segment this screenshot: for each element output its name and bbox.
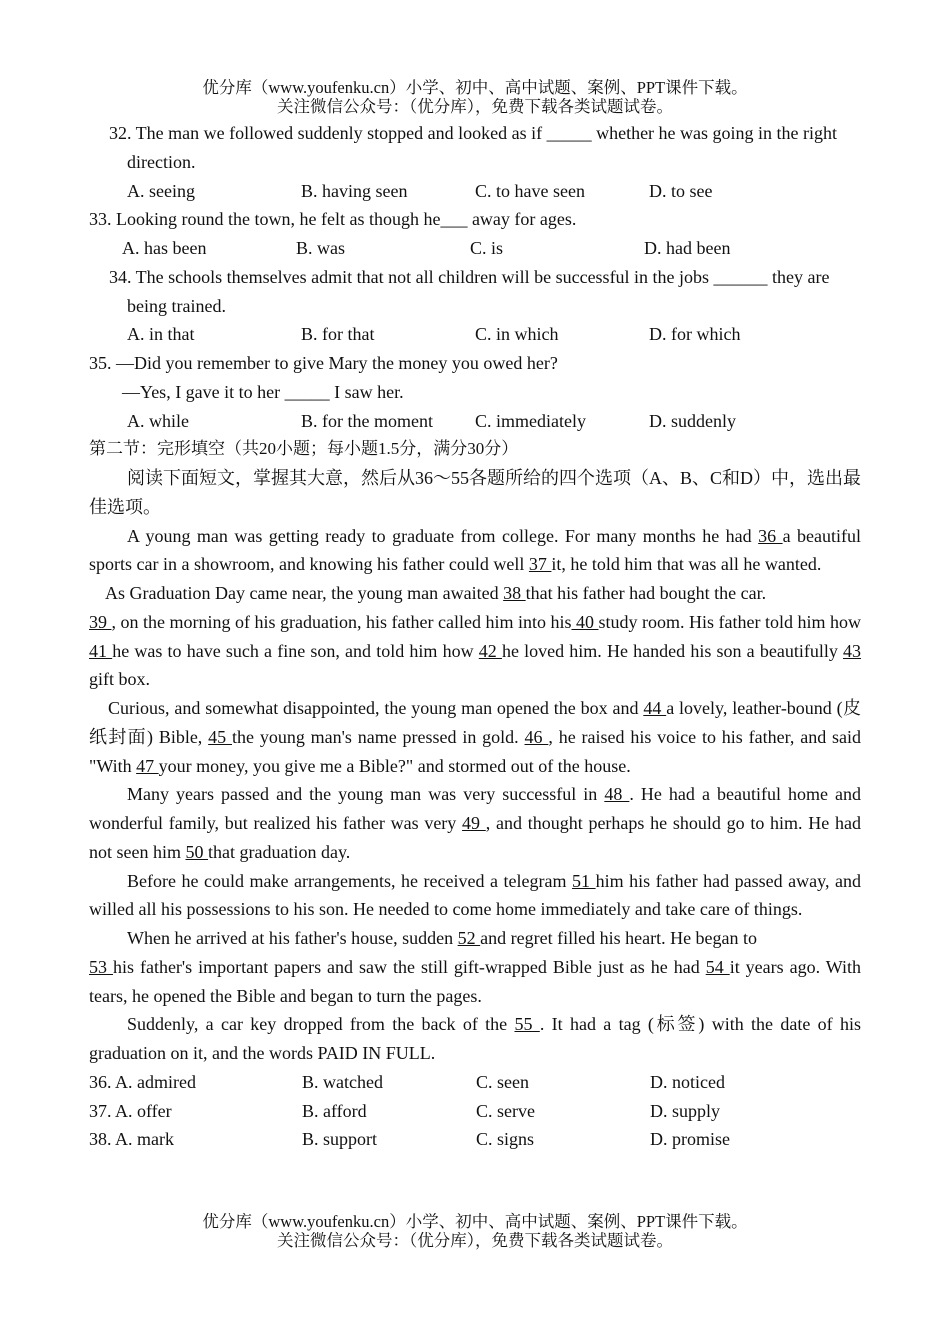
text: , and thought perhaps he should go to him. He had not seen him	[89, 813, 861, 862]
question-35-options	[89, 407, 861, 436]
blank-45: 45	[208, 726, 232, 747]
text: study room. His father told him how	[598, 611, 862, 632]
text: it, he told him that was all he wanted.	[551, 554, 822, 575]
choice-b: B. watched	[302, 1071, 383, 1092]
blank-52: 52	[457, 928, 481, 948]
choice-b: B. afford	[302, 1100, 367, 1121]
passage-paragraph-9	[89, 1010, 861, 1068]
question-33: 33. Looking round the town, he felt as though he___ away for ages.	[89, 209, 577, 230]
choice-c: C. serve	[476, 1100, 535, 1121]
passage-paragraph-5	[89, 780, 861, 866]
text: Many years passed and the young man was very successful in	[127, 784, 605, 805]
question-32-options	[89, 177, 861, 206]
question-33-options	[89, 234, 861, 263]
blank-47: 47	[136, 755, 159, 776]
text: Curious, and somewhat disappointed, the young man opened the box and	[108, 698, 644, 718]
blank-44: 44	[643, 698, 667, 718]
choice-a: 36. A. admired	[89, 1071, 196, 1092]
passage-paragraph-8	[89, 953, 861, 1011]
blank-41: 41	[89, 640, 113, 661]
choice-b: B. support	[302, 1129, 378, 1150]
blank-55: 55	[514, 1014, 540, 1035]
text: gift box.	[89, 669, 150, 690]
passage-paragraph-6	[89, 867, 861, 925]
text: his father's important papers and saw the still gift-wrapped Bible just as he had	[112, 956, 706, 977]
passage-paragraph-1	[89, 522, 861, 580]
question-34: 34. The schools themselves admit that not all children will be successful in the jobs ______ they are being trained.	[109, 266, 830, 316]
blank-42: 42	[478, 640, 502, 661]
text: your money, you give me a Bible?" and stormed out of the house.	[158, 755, 631, 776]
blank-48: 48	[604, 784, 630, 805]
document-body	[89, 119, 861, 1154]
blank-51: 51	[572, 870, 596, 891]
text: As Graduation Day came near, the young man awaited	[105, 583, 504, 603]
option-d: D. had been	[644, 238, 731, 258]
choice-a: 37. A. offer	[89, 1100, 172, 1121]
passage-paragraph-2	[89, 579, 861, 608]
option-a: A. seeing	[127, 180, 195, 201]
text: A young man was getting ready to graduate from college. For many months he had	[127, 525, 759, 546]
option-c: C. is	[470, 238, 504, 258]
text: him his father had passed away, and willed all his possessions to his son. He needed to come home immediately and take care of things.	[89, 870, 861, 920]
question-35-reply: —Yes, I gave it to her _____ I saw her.	[122, 381, 404, 402]
footer-line-1: 优分库（www.youfenku.cn）小学、初中、高中试题、案例、PPT课件下载。	[202, 1212, 748, 1231]
blank-36: 36	[758, 525, 783, 546]
text: he loved him. He handed his son a beautifully	[501, 640, 844, 661]
option-c: C. in which	[475, 324, 559, 345]
option-a: A. in that	[127, 324, 195, 345]
passage-paragraph-7	[89, 924, 861, 953]
text: When he arrived at his father's house, sudden	[127, 928, 458, 948]
question-32: 32. The man we followed suddenly stopped and looked as if _____ whether he was going in the right direction.	[109, 123, 838, 172]
option-d: D. for which	[649, 324, 741, 345]
text: and regret filled his heart. He began to	[480, 928, 758, 948]
choice-c: C. signs	[476, 1129, 535, 1150]
option-b: B. having seen	[301, 180, 408, 201]
blank-40: 40	[571, 611, 599, 632]
passage-paragraph-3	[89, 608, 861, 694]
choice-d: D. promise	[650, 1129, 730, 1150]
blank-39: 39	[89, 611, 112, 632]
header-line-2: 关注微信公众号：（优分库），免费下载各类试题试卷。	[277, 97, 673, 116]
text: that graduation day.	[208, 841, 351, 862]
choice-c: C. seen	[476, 1071, 529, 1092]
option-a: A. while	[127, 410, 189, 431]
text: that his father had bought the car.	[525, 583, 767, 603]
question-35: 35. —Did you remember to give Mary the money you owed her?	[89, 353, 558, 373]
choice-row-36	[89, 1068, 861, 1097]
text: Before he could make arrangements, he received a telegram	[127, 870, 573, 891]
footer-line-2: 关注微信公众号：（优分库），免费下载各类试题试卷。	[277, 1231, 673, 1250]
blank-50: 50	[185, 841, 208, 862]
text: , on the morning of his graduation, his father called him into his	[111, 611, 572, 632]
text: . It had a tag (标签) with the date of his graduation on it, and the words PAID IN FULL.	[89, 1014, 861, 1063]
choice-row-38	[89, 1125, 861, 1154]
text: it years ago. With tears, he opened the Bible and began to turn the pages.	[89, 956, 862, 1006]
option-c: C. to have seen	[475, 180, 585, 201]
passage-paragraph-4	[89, 694, 861, 780]
choice-a: 38. A. mark	[89, 1129, 174, 1150]
option-b: B. for that	[301, 324, 375, 345]
text: , he raised his voice to his father, and said "With	[89, 726, 862, 776]
option-d: D. suddenly	[649, 410, 736, 431]
blank-53: 53	[89, 956, 113, 977]
text: a lovely, leather-bound (皮纸封面) Bible,	[89, 698, 862, 747]
option-a: A. has been	[122, 238, 207, 258]
question-34-options	[89, 320, 861, 349]
choice-d: D. supply	[650, 1100, 721, 1121]
text: . He had a beautiful home and wonderful family, but realized his father was very	[89, 784, 862, 833]
section-title: 第二节：完形填空（共20小题；每小题1.5分，满分30分）	[89, 439, 519, 459]
option-b: B. was	[296, 238, 345, 258]
blank-54: 54	[705, 956, 730, 977]
header-line-1: 优分库（www.youfenku.cn）小学、初中、高中试题、案例、PPT课件下载。	[202, 78, 748, 97]
text: a beautiful sports car in a showroom, and knowing his father could well	[89, 525, 862, 575]
blank-37: 37	[528, 554, 552, 575]
blank-38: 38	[503, 583, 526, 603]
blank-46: 46	[524, 726, 549, 747]
choice-d: D. noticed	[650, 1071, 725, 1092]
section-instruction: 阅读下面短文，掌握其大意，然后从36～55各题所给的四个选项（A、B、C和D）中，选出最佳选项。	[89, 468, 862, 517]
option-d: D. to see	[649, 180, 713, 201]
page-footer	[0, 1212, 950, 1250]
text: Suddenly, a car key dropped from the back of the	[127, 1014, 515, 1035]
blank-49: 49	[462, 813, 486, 833]
text: he was to have such a fine son, and told him how	[112, 640, 479, 661]
option-c: C. immediately	[475, 410, 586, 431]
text: the young man's name pressed in gold.	[232, 726, 525, 747]
blank-43: 43	[843, 640, 862, 661]
option-b: B. for the moment	[301, 410, 433, 431]
page-header-top	[0, 78, 950, 116]
choice-row-37	[89, 1097, 861, 1126]
